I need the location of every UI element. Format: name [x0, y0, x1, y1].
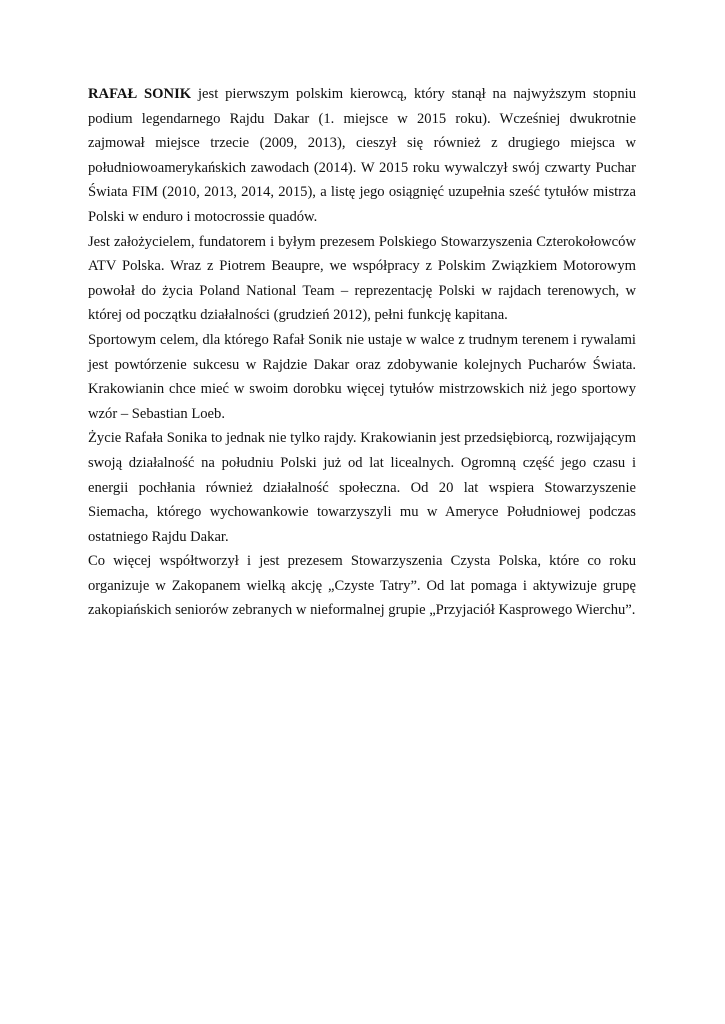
paragraph-text: jest pierwszym polskim kierowcą, który stanął na najwyższym stopniu podium legendarnego Rajdu Dakar (1. miejsce w 2015 roku). Wcześniej dwukrotnie zajmował miejsce trzecie (2009, 2013), cieszył się również z drugiego miejsca w południowoamerykańskich zawodach (2014). W 2015 roku wywalczył swój czwarty Puchar Świata FIM (2010, 2013, 2014, 2015), a listę jego osiągnięć uzupełnia sześć tytułów mistrza Polski w enduro i motocrossie quadów.: [88, 86, 636, 225]
document-body: [88, 82, 636, 623]
paragraph-text: Jest założycielem, fundatorem i byłym prezesem Polskiego Stowarzyszenia Czterokołowców ATV Polska. Wraz z Piotrem Beaupre, we współpracy z Polskim Związkiem Motorowym powołał do życia Poland National Team – reprezentację Polski w rajdach terenowych, w której od początku działalności (grudzień 2012), pełni funkcję kapitana.: [88, 233, 636, 324]
paragraph-czysta-polska: [88, 549, 636, 623]
paragraph-business-social: [88, 426, 636, 549]
subject-name: RAFAŁ SONIK: [88, 86, 192, 102]
paragraph-text: Co więcej współtworzył i jest prezesem Stowarzyszenia Czysta Polska, które co roku organizuje w Zakopanem wielką akcję „Czyste Tatry”. Od lat pomaga i aktywizuje grupę zakopiańskich seniorów zebranych w nieformalnej grupie „Przyjaciół Kasprowego Wierchu”.: [88, 553, 636, 619]
paragraph-sport-goals: [88, 328, 636, 426]
paragraph-text: Życie Rafała Sonika to jednak nie tylko rajdy. Krakowianin jest przedsiębiorcą, rozwijającym swoją działalność na południu Polski już od lat licealnych. Ogromną część jego czasu i energii pochłania również działalność społeczna. Od 20 lat wspiera Stowarzyszenie Siemacha, którego wychowankowie towarzyszyli mu w Ameryce Południowej podczas ostatniego Rajdu Dakar.: [88, 430, 636, 545]
paragraph-text: Sportowym celem, dla którego Rafał Sonik nie ustaje w walce z trudnym terenem i rywalami jest powtórzenie sukcesu w Rajdzie Dakar oraz zdobywanie kolejnych Pucharów Świata. Krakowianin chce mieć w swoim dorobku więcej tytułów mistrzowskich niż jego sportowy wzór – Sebastian Loeb.: [88, 331, 636, 422]
paragraph-achievements: [88, 82, 636, 230]
paragraph-founder: [88, 230, 636, 328]
